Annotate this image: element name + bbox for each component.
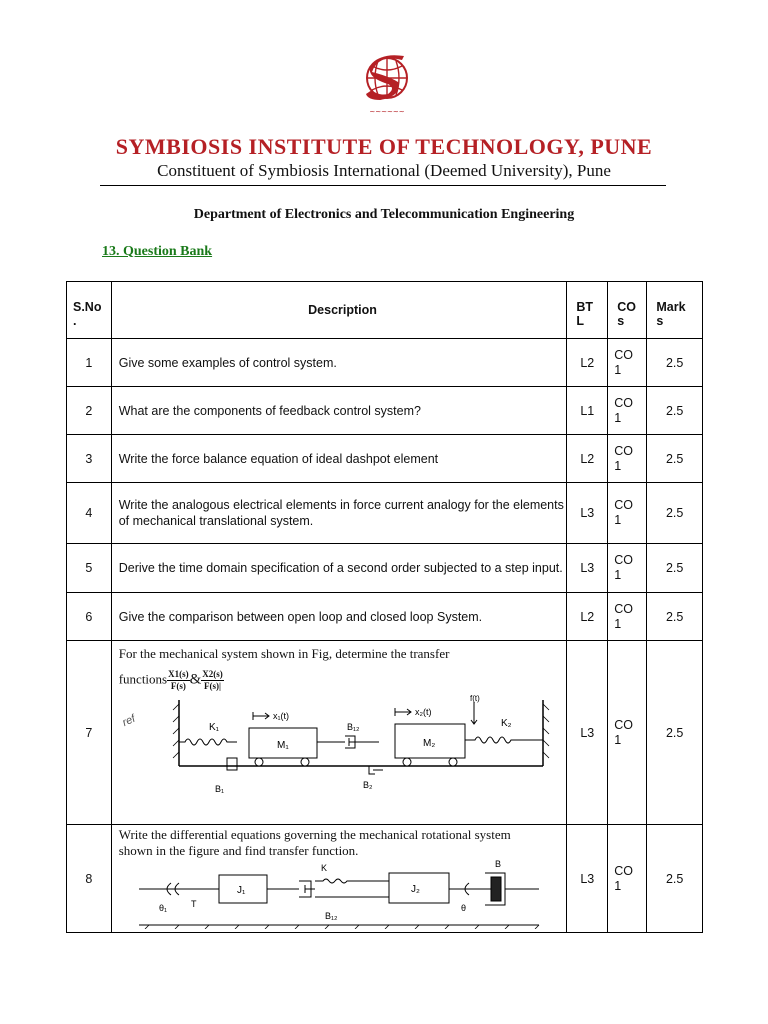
row-btl: L3 [567,544,608,593]
row-description: Write the force balance equation of ideal dashpot element [111,435,567,483]
row-sno: 6 [67,593,112,641]
row-marks: 2.5 [647,435,703,483]
row-sno: 1 [67,339,112,387]
torque-label: T [190,899,197,909]
department-title: Department of Electronics and Telecommunication Engineering [193,207,575,222]
row-btl: L2 [567,339,608,387]
row-co: CO 1 [608,641,647,825]
header-divider [100,185,666,186]
table-row [67,339,703,387]
row-description: Give the comparison between open loop and closed loop System. [111,593,567,641]
x2-label: x₂(t) [414,707,432,717]
row-description [111,825,567,933]
row-description: Write the analogous electrical elements in force current analogy for the elements of mechanical translational system. [111,483,567,544]
header-btl: BT L [567,282,608,339]
row-marks: 2.5 [647,483,703,544]
row-description: What are the components of feedback control system? [111,387,567,435]
k-label: K [320,863,327,873]
frac1-num: X1(s) [168,669,189,679]
frac2-den: F(s)| [204,681,222,691]
table-header-row [67,282,703,339]
table-row [67,483,703,544]
row-co: CO 1 [608,339,647,387]
row-co: CO 1 [608,483,647,544]
functions-label: functions [118,671,168,687]
row-description [111,641,567,825]
k1-label: K₁ [208,722,219,733]
j1-label: J₁ [236,885,246,896]
transfer-function-line [119,669,567,692]
m1-label: M₁ [276,740,289,751]
m2-label: M₂ [422,738,435,749]
table-row [67,387,703,435]
row-marks: 2.5 [647,339,703,387]
row-btl: L3 [567,641,608,825]
row-sno: 2 [67,387,112,435]
institute-logo [358,50,416,122]
fraction-x2 [201,669,224,692]
table-row [67,641,703,825]
table-row [67,435,703,483]
row-description: Derive the time domain specification of a second order subjected to a step input. [111,544,567,593]
svg-text:~~~~~~: ~~~~~~ [369,108,405,116]
header-description: Description [111,282,567,339]
question-text-line2: shown in the figure and find transfer function. [118,843,359,858]
b12-rot-label: B₁₂ [324,911,338,921]
row-btl: L2 [567,435,608,483]
rotational-system-figure [119,859,559,929]
ref-annotation: ref [120,712,138,730]
b-label: B [494,859,501,869]
row-sno: 5 [67,544,112,593]
row-btl: L3 [567,825,608,933]
row-marks: 2.5 [647,387,703,435]
row-marks: 2.5 [647,825,703,933]
row-description: Give some examples of control system. [111,339,567,387]
ampersand: & [189,671,202,688]
header-cos: CO s [608,282,647,339]
theta-label: θ [460,903,466,913]
table-row [67,825,703,933]
table-row [67,544,703,593]
force-label: f(t) [469,694,480,703]
row-sno: 7 [67,641,112,825]
translational-system-figure [119,694,559,804]
row-co: CO 1 [608,544,647,593]
row-sno: 8 [67,825,112,933]
frac1-den: F(s) [170,681,186,691]
table-row [67,593,703,641]
row-btl: L3 [567,483,608,544]
row-sno: 4 [67,483,112,544]
row-btl: L2 [567,593,608,641]
row-btl: L1 [567,387,608,435]
row-sno: 3 [67,435,112,483]
b1-label: B₁ [214,784,224,794]
row-co: CO 1 [608,387,647,435]
b2-label: B₂ [362,780,373,790]
header-sno: S.No . [67,282,112,339]
theta1-label: θ₁ [158,903,167,913]
row-marks: 2.5 [647,641,703,825]
b12-label: B₁₂ [346,722,360,732]
row-marks: 2.5 [647,593,703,641]
institute-subtitle: Constituent of Symbiosis International (Deemed University), Pune [157,161,611,180]
row-co: CO 1 [608,435,647,483]
question-text: For the mechanical system shown in Fig, determine the transfer [118,646,450,661]
question-text: Write the differential equations governing the mechanical rotational system [118,827,511,842]
row-co: CO 1 [608,593,647,641]
institute-name: SYMBIOSIS INSTITUTE OF TECHNOLOGY, PUNE [115,134,653,159]
x1-label: x₁(t) [272,711,289,721]
fraction-x1 [167,669,190,692]
k2-label: K₂ [500,718,512,729]
section-title: 13. Question Bank [102,244,213,259]
row-co: CO 1 [608,825,647,933]
header-marks: Mark s [647,282,703,339]
j2-label: J₂ [410,884,420,895]
question-bank-table [66,281,703,933]
frac2-num: X2(s) [202,669,223,679]
row-marks: 2.5 [647,544,703,593]
